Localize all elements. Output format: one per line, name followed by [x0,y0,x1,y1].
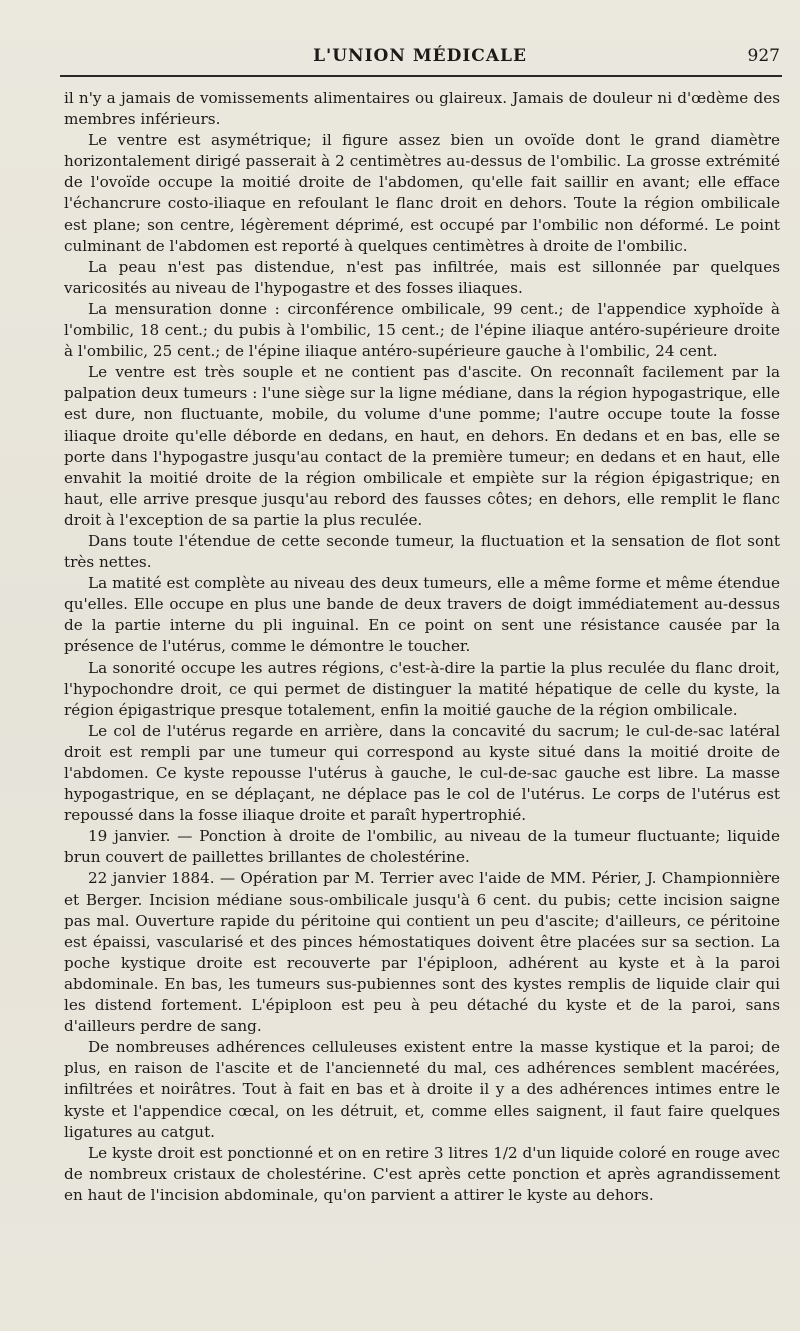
paragraph: La peau n'est pas distendue, n'est pas infiltrée, mais est sillonnée par quelques varicosités au niveau de l'hypogastre et des fosses iliaques. [64,257,780,297]
paragraph: 22 janvier 1884. — Opération par M. Terrier avec l'aide de MM. Périer, J. Championnière et Berger. Incision médiane sous-ombilicale jusqu'à 6 cent. du pubis; cette incision saigne pas mal. Ouverture rapide du péritoine qui contient un peu d'ascite; d'ailleurs, ce péritoine est épaissi, vascularisé et des pinces hémostatiques doivent être placées sur sa section. La poche kystique droite est recouverte par l'épiploon, adhérent au kyste et à la paroi abdominale. En bas, les tumeurs sus-pubiennes sont des kystes remplis de liquide clair qui les distend fortement. L'épiploon est peu à peu détaché du kyste et de la paroi, sans d'ailleurs perdre de sang. [64,869,780,1036]
paragraph: De nombreuses adhérences celluleuses existent entre la masse kystique et la paroi; de plus, en raison de l'ascite et de l'ancienneté du mal, ces adhérences semblent macérées, infiltrées et noirâtres. Tout à fait en bas et à droite il y a des adhérences intimes entre le kyste et l'appendice cœcal, on les détruit, et, comme elles saignent, il faut faire quelques ligatures au catgut. [64,1038,780,1141]
paragraph: Le col de l'utérus regarde en arrière, dans la concavité du sacrum; le cul-de-sac latéral droit est rempli par une tumeur qui correspond au kyste situé dans la moitié droite de l'abdomen. Ce kyste repousse l'utérus à gauche, le cul-de-sac gauche est libre. La masse hypogastrique, en se déplaçant, ne déplace pas le col de l'utérus. Le corps de l'utérus est repoussé dans la fosse iliaque droite et paraît hypertrophié. [64,721,780,825]
header-rule [60,75,782,77]
paragraph: La mensuration donne : circonférence ombilicale, 99 cent.; de l'appendice xyphoïde à l'ombilic, 18 cent.; du pubis à l'ombilic, 15 cent.; de l'épine iliaque antéro-supérieure droite à l'ombilic, 25 cent.; de l'épine iliaque antéro-supérieure gauche à l'ombilic, 24 cent. [64,299,780,361]
paragraph: Le ventre est très souple et ne contient pas d'ascite. On reconnaît facilement par la palpation deux tumeurs : l'une siège sur la ligne médiane, dans la région hypogastrique, elle est dure, non fluctuante, mobile, du volume d'une pomme; l'autre occupe toute la fosse iliaque droite qu'elle déborde en dedans, en haut, en dehors. En dedans et en bas, elle se porte dans l'hypogastre jusqu'au contact de la première tumeur; en dedans et en haut, elle envahit la moitié droite de la région ombilicale et empiète sur la région épigastrique; en haut, elle arrive presque jusqu'au rebord des fausses côtes; en dehors, elle remplit le flanc droit à l'exception de sa partie la plus reculée. [64,363,780,529]
paragraph: La sonorité occupe les autres régions, c'est-à-dire la partie la plus reculée du flanc droit, l'hypochondre droit, ce qui permet de distinguer la matité hépatique de celle du kyste, la région épigastrique presque totalement, enfin la moitié gauche de la région ombilicale. [64,658,780,719]
page-header [60,42,780,70]
paragraph: La matité est complète au niveau des deux tumeurs, elle a même forme et même étendue qu'elles. Elle occupe en plus une bande de deux travers de doigt immédiatement au-dessus de la partie interne du pli inguinal. En ce point on sent une résistance causée par la présence de l'utérus, comme le démontre le toucher. [64,574,780,656]
paragraph: Dans toute l'étendue de cette seconde tumeur, la fluctuation et la sensation de flot sont très nettes. [64,531,780,572]
paragraph: Le kyste droit est ponctionné et on en retire 3 litres 1/2 d'un liquide coloré en rouge avec de nombreux cristaux de cholestérine. C'est après cette ponction et après agrandissement en haut de l'incision abdominale, qu'on parvient a attirer le kyste au dehors. [64,1143,780,1204]
running-title: L'UNION MÉDICALE [313,46,527,66]
paragraph: 19 janvier. — Ponction à droite de l'ombilic, au niveau de la tumeur fluctuante; liquide brun couvert de paillettes brillantes de cholestérine. [64,827,780,867]
paragraph: Le ventre est asymétrique; il figure assez bien un ovoïde dont le grand diamètre horizontalement dirigé passerait à 2 centimètres au-dessus de l'ombilic. La grosse extrémité de l'ovoïde occupe la moitié droite de l'abdomen, qu'elle fait saillir en avant; elle efface l'échancrure costo-iliaque en refoulant le flanc droit en dehors. Toute la région ombilicale est plane; son centre, légèrement déprimé, est occupé par l'ombilic non déformé. Le point culminant de l'abdomen est reporté à quelques centimètres à droite de l'ombilic. [64,131,780,255]
paragraph: il n'y a jamais de vomissements alimentaires ou glaireux. Jamais de douleur ni d'œdème des membres inférieurs. [64,89,780,129]
page-number: 927 [747,46,780,66]
body-text [64,88,780,1206]
